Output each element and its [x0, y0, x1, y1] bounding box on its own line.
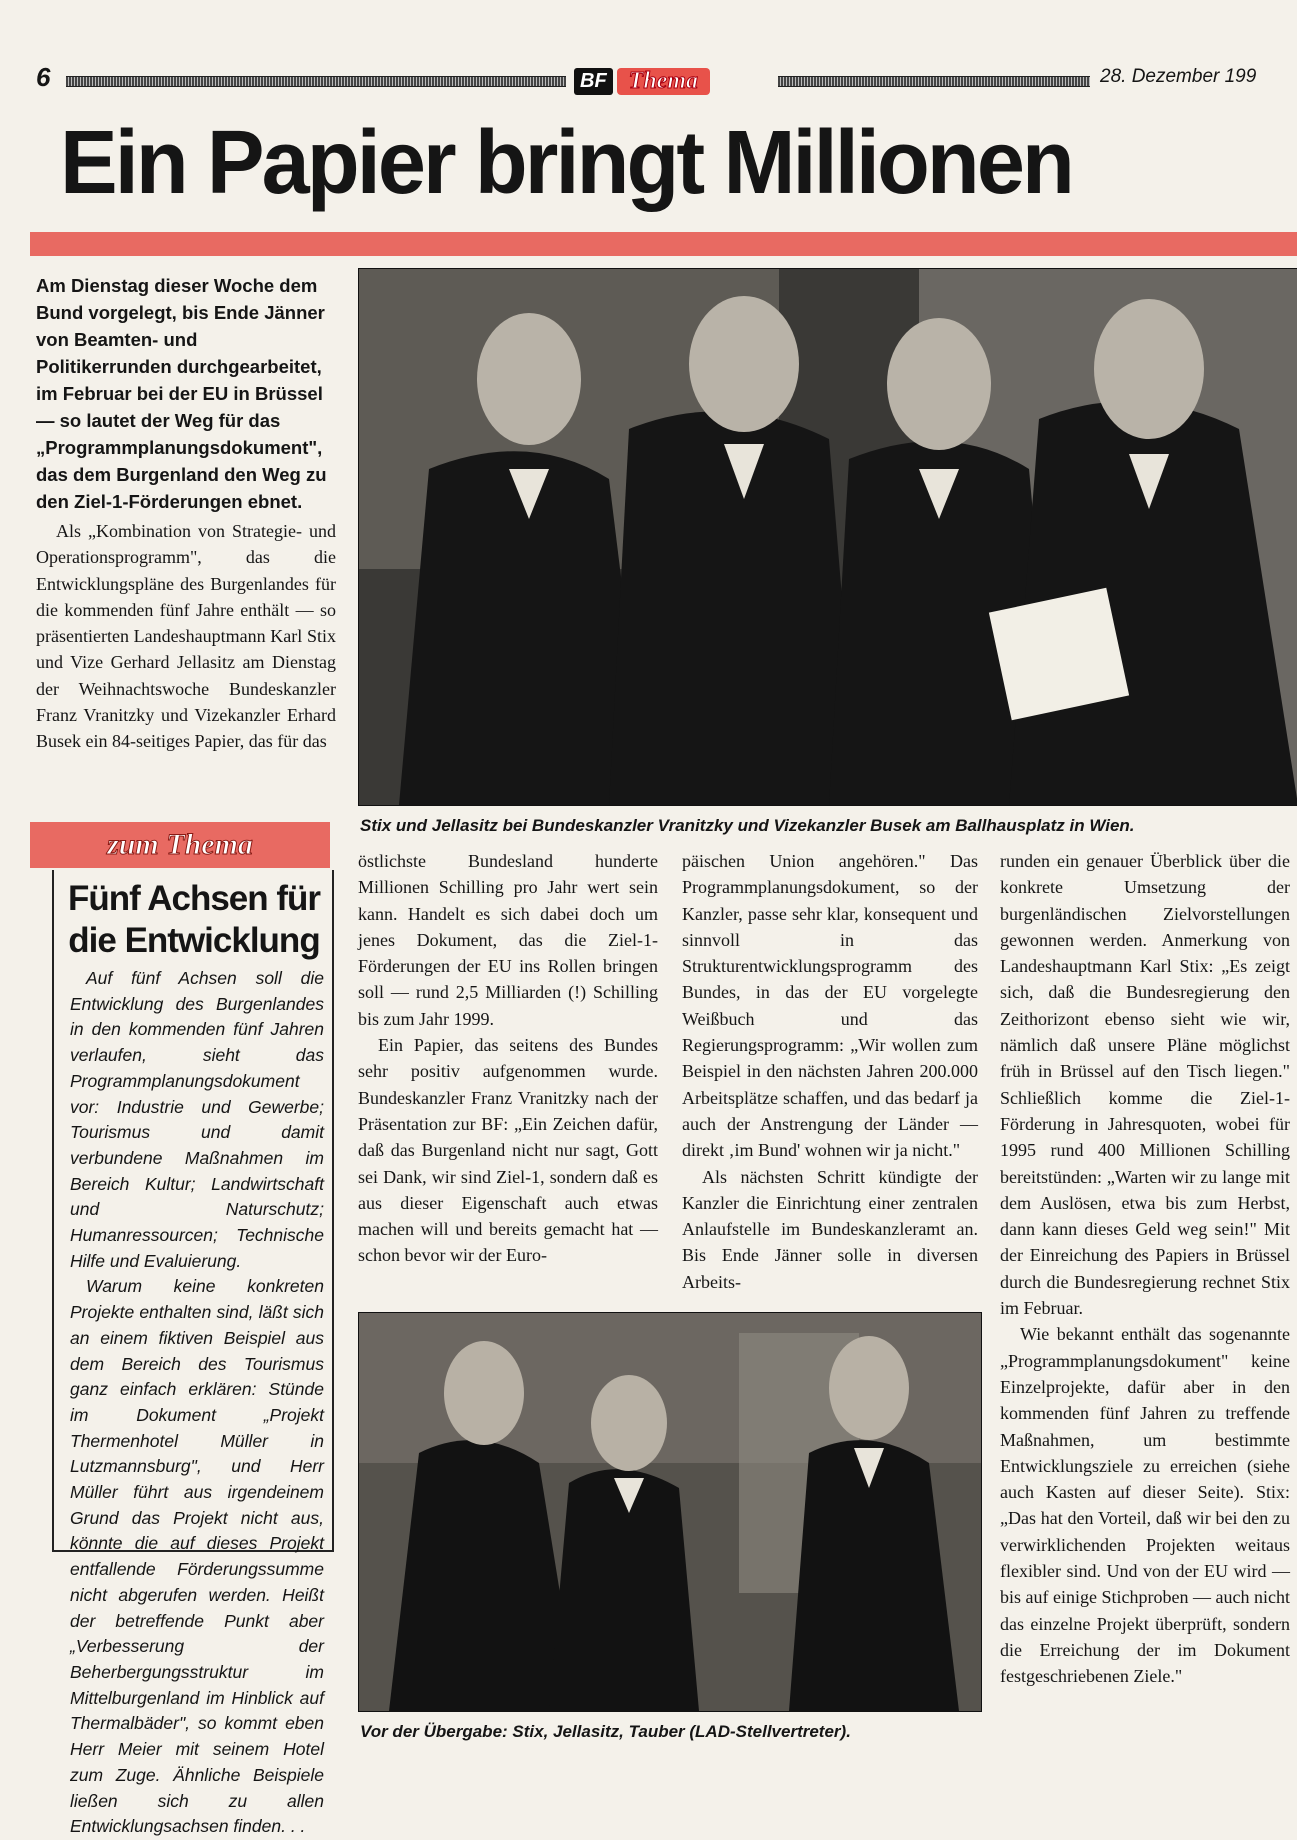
top-photo-caption: Stix und Jellasitz bei Bundeskanzler Vranitzky und Vizekanzler Busek am Ballhausplatz in Wien.	[360, 816, 1135, 835]
header-rule-left	[66, 76, 566, 87]
sidebar-paragraph-2: Warum keine konkreten Projekte enthalten sind, läßt sich an einem fiktiven Beispiel aus dem Bereich des Tourismus ganz einfach erklären: Stünde im Dokument „Projekt Thermenhotel Müller in Lutzmannsburg", und Herr Müller führt aus irgendeinem Grund das Projekt nicht aus, könnte die auf dieses Projekt entfallende Förderungssumme nicht abgerufen werden. Heißt der betreffende Punkt aber „Verbesserung der Beherbergungsstruktur im Mittelburgenland im Hinblick auf Thermalbäder", so kommt eben Herr Meier mit seinem Hotel zum Zuge. Ähnliche Beispiele ließen sich zu allen Entwicklungsachsen finden. . .	[70, 1276, 324, 1837]
sidebar-kicker-bar	[30, 822, 330, 868]
column-4-paragraph-2: Wie bekannt enthält das sogenannte „Programmplanungsdokument" keine Einzelprojekte, dafür aber in den kommenden fünf Jahren zu treffende Maßnahmen, um bestimmte Entwicklungsziele zu erreichen (siehe auch Kasten auf dieser Seite). Stix: „Das hat den Vorteil, daß wir bei den zu verwirklichenden Projekten weitaus flexibler sind. Und von der EU wird — bis auf einige Stichproben — auch nicht das einzelne Projekt überprüft, sondern die Erreichung der im Dokument festgeschriebenen Ziele."	[1000, 1324, 1290, 1687]
column-3-paragraph-2: Als nächsten Schritt kündigte der Kanzler die Einrichtung einer zentralen Anlaufstelle im Bundeskanzleramt an. Bis Ende Jänner solle in diversen Arbeits-	[682, 1166, 978, 1292]
article-column-3	[682, 848, 978, 1295]
headline: Ein Papier bringt Millionen	[60, 113, 1072, 213]
logo-bf: BF	[574, 68, 613, 95]
article-intro: Als „Kombination von Strategie- und Operationsprogramm", das die Entwicklungspläne des Burgenlandes für die kommenden fünf Jahre enthält — so präsentierten Landeshauptmann Karl Stix und Vize Gerhard Jellasitz am Dienstag der Weihnachtswoche Bundeskanzler Franz Vranitzky und Vizekanzler Erhard Busek ein 84-seitiges Papier, das für das	[36, 521, 336, 752]
top-photo	[358, 268, 1297, 806]
sidebar-text	[70, 966, 324, 1840]
photo-group-four-men	[359, 269, 1297, 805]
sidebar-paragraph-1: Auf fünf Achsen soll die Entwicklung des Burgenlandes in den kommenden fünf Jahren verlaufen, sieht das Programmplanungsdokument vor: Industrie und Gewerbe; Tourismus und damit verbundene Maßnahmen im Bereich Kultur; Landwirtschaft und Naturschutz; Humanressourcen; Technische Hilfe und Evaluierung.	[70, 968, 324, 1271]
column-2-paragraph-2: Ein Papier, das seitens des Bundes sehr positiv aufgenommen wurde. Bundeskanzler Franz Vranitzky nach der Präsentation zur BF: „Ein Zeichen dafür, daß das Burgenland nicht nur sagt, Gott sei Dank, wir sind Ziel-1, sondern daß es aus dieser Eigenschaft auch etwas machen will und bereits gemacht hat — schon bevor wir der Euro-	[358, 1035, 658, 1266]
column-2-paragraph-1: östlichste Bundesland hunderte Millionen Schilling pro Jahr wert sein kann. Handelt es sich dabei doch um jenes Dokument, das die Ziel-1-Förderungen der EU ins Rollen bringen soll — rund 2,5 Milliarden (!) Schilling bis zum Jahr 1999.	[358, 851, 658, 1029]
issue-date: 28. Dezember 199	[1100, 66, 1257, 87]
bottom-photo-caption: Vor der Übergabe: Stix, Jellasitz, Tauber (LAD-Stellvertreter).	[360, 1722, 851, 1741]
section-logo	[574, 64, 710, 98]
photo-group-three-men	[359, 1313, 981, 1711]
bottom-photo	[358, 1312, 982, 1712]
headline-red-bar	[30, 232, 1297, 256]
logo-thema: Thema	[617, 68, 710, 95]
page-number: 6	[36, 62, 51, 92]
lead-paragraph: Am Dienstag dieser Woche dem Bund vorgelegt, bis Ende Jänner von Beamten- und Politikerrunden durchgearbeitet, im Februar bei der EU in Brüssel — so lautet der Weg für das „Programmplanungsdokument", das dem Burgenland den Weg zu den Ziel-1-Förderungen ebnet.	[36, 275, 327, 512]
article-column-4	[1000, 848, 1290, 1690]
sidebar-title: Fünf Achsen für die Entwicklung	[67, 879, 321, 960]
column-3-paragraph-1: päischen Union angehören." Das Programmplanungsdokument, so der Kanzler, passe sehr klar, konsequent und sinnvoll in das Strukturentwicklungsprogramm des Bundes, in das der EU vorgelegte Weißbuch und das Regierungsprogramm: „Wir wollen zum Beispiel in den nächsten Jahren 200.000 Arbeitsplätze schaffen, und das bedarf ja auch der Anstrengung der Länder — direkt ‚im Bund' wohnen wir ja nicht."	[682, 851, 978, 1161]
sidebar-kicker: zum Thema	[107, 828, 253, 861]
header-rule-right	[778, 76, 1090, 87]
article-column-2	[358, 848, 658, 1269]
article-intro-column	[36, 518, 336, 755]
column-4-paragraph-1: runden ein genauer Überblick über die konkrete Umsetzung der burgenländischen Zielvorstellungen gewonnen werden. Anmerkung von Landeshauptmann Karl Stix: „Es zeigt sich, daß die Bundesregierung den Zeithorizont ebenso sieht wie wir, nämlich daß unsere Pläne möglichst früh in Brüssel auf den Tisch liegen." Schließlich komme die Ziel-1-Förderung in Jahresquoten, wobei für 1995 rund 400 Millionen Schilling bereitstünden: „Warten wir zu lange mit dem Auslösen, etwa bis zum Herbst, dann kann dieses Geld weg sein!" Mit der Einreichung des Papiers in Brüssel durch die Bundesregierung rechnet Stix im Februar.	[1000, 851, 1290, 1319]
